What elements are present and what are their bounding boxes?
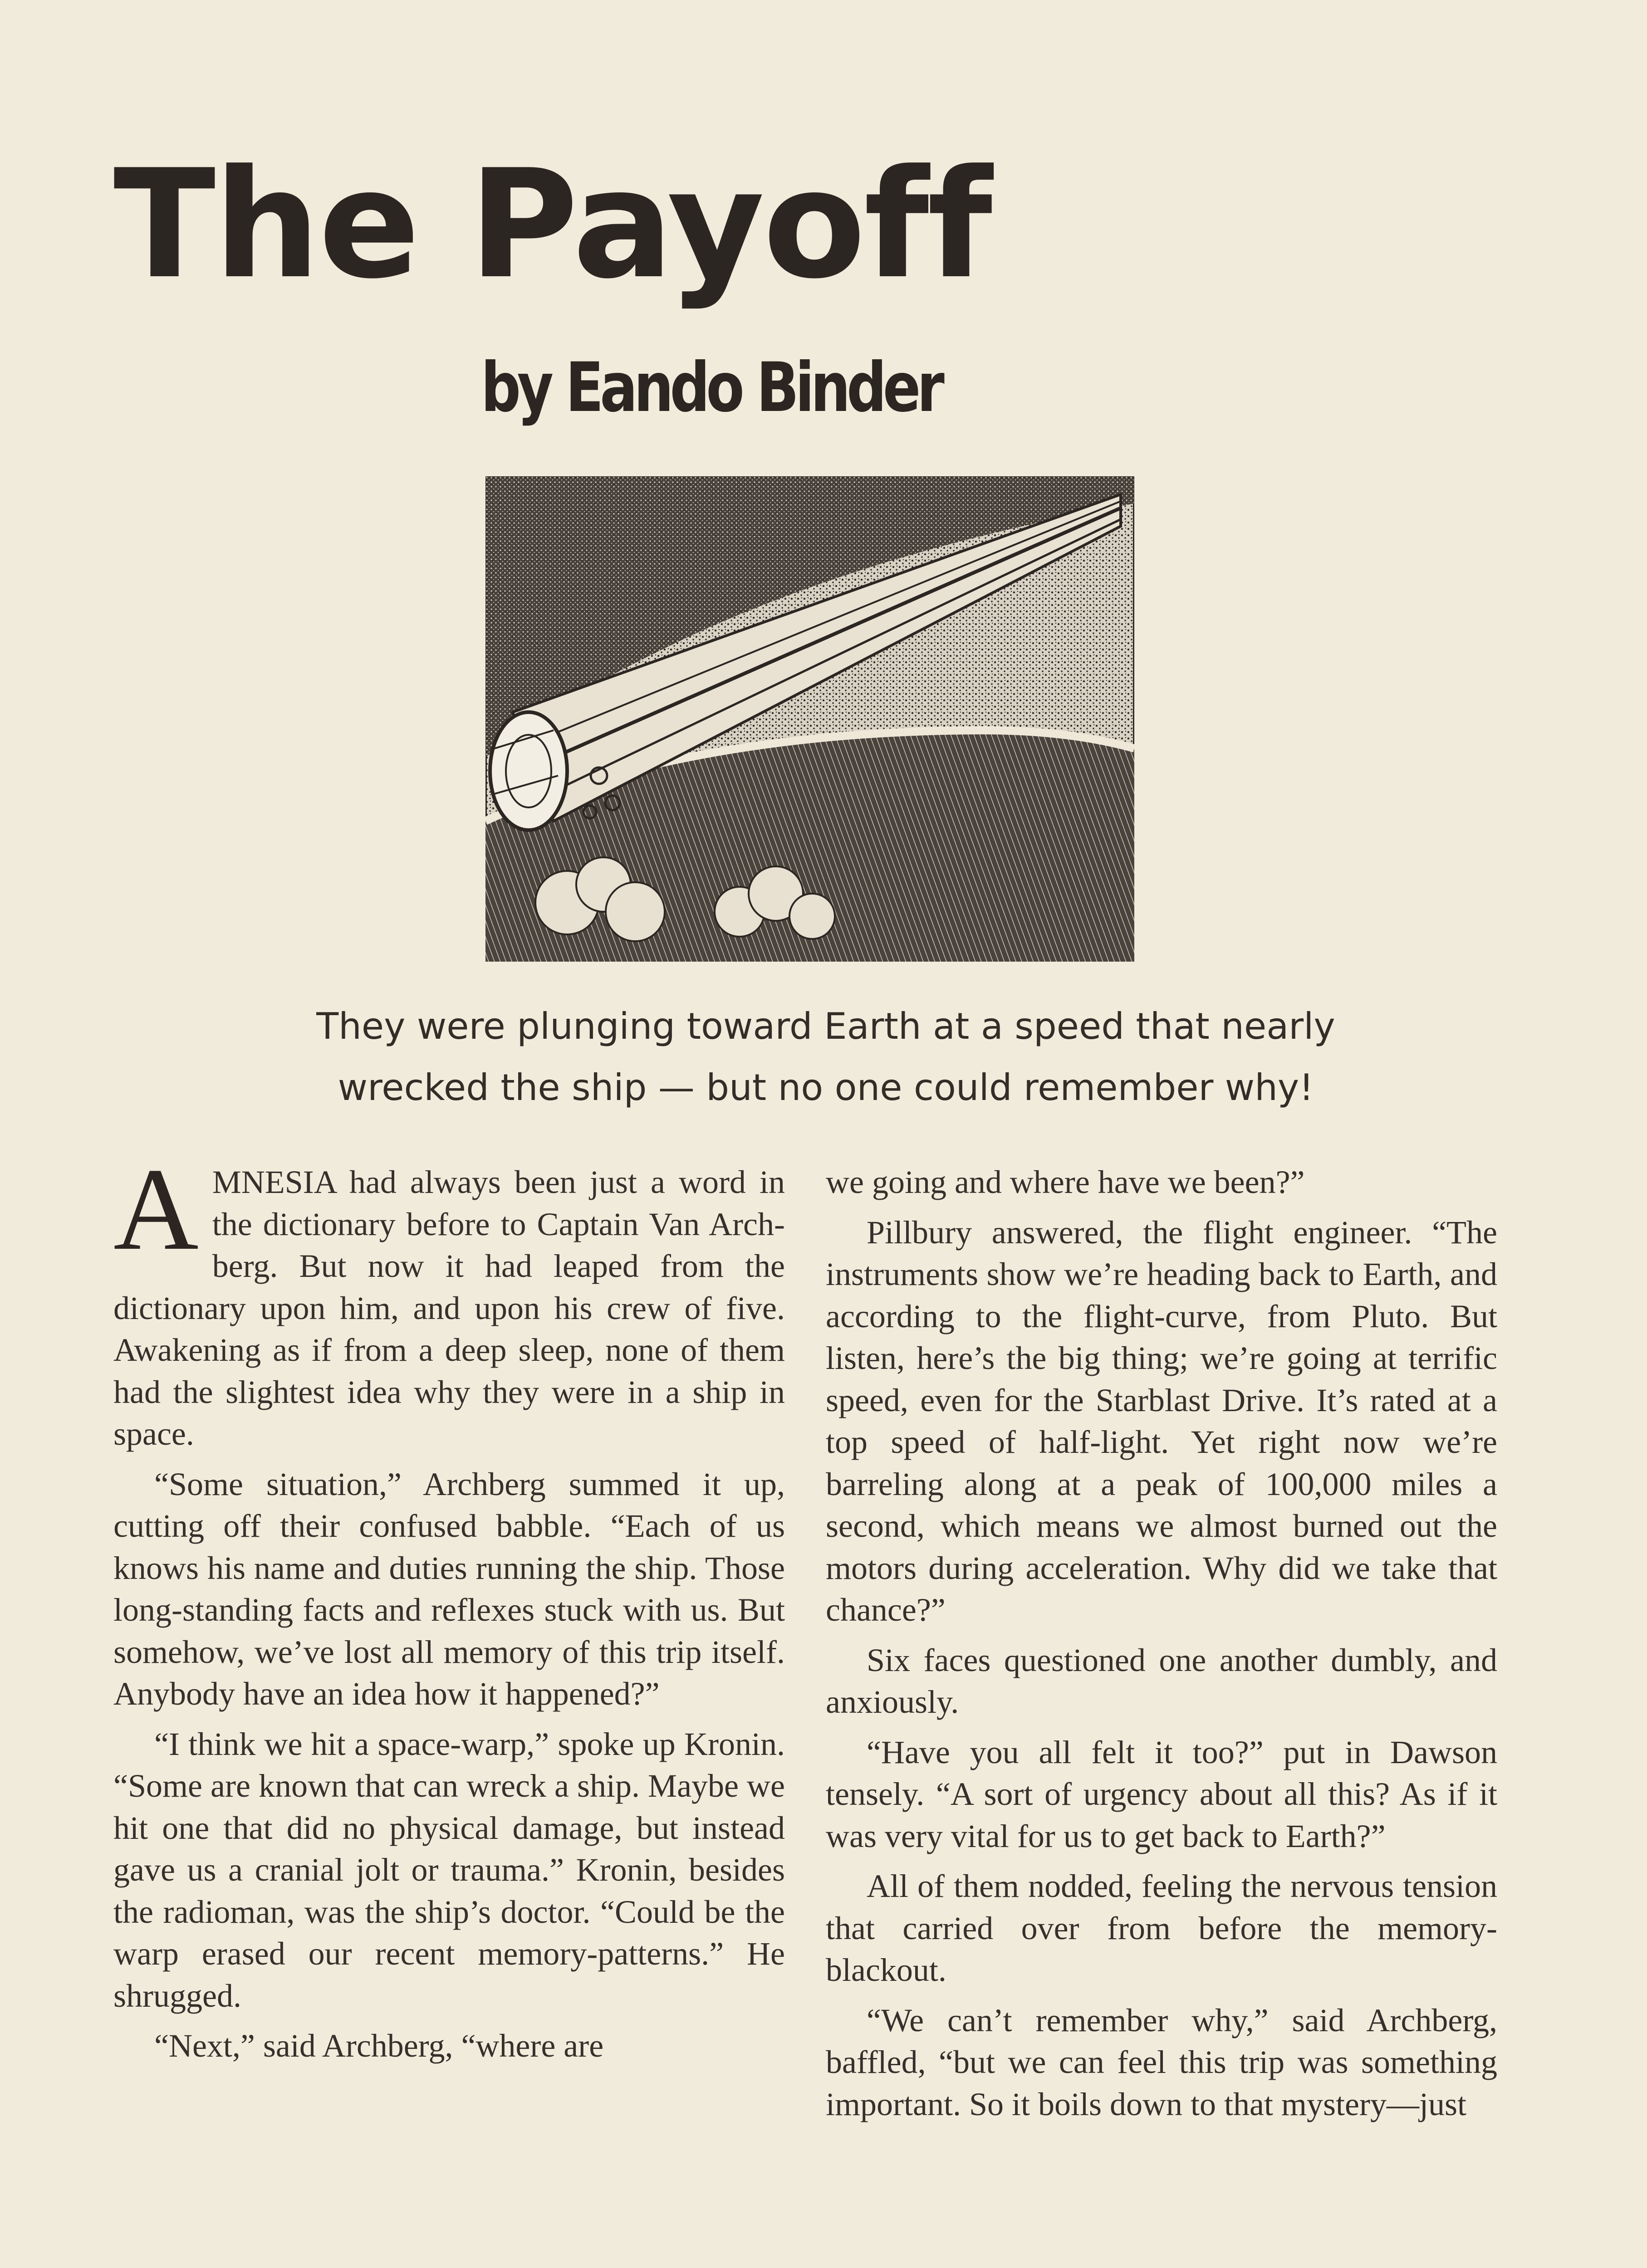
paragraph: All of them nodded, feeling the nervous tension that carried over from before the memory-blackout. <box>826 1868 1497 1988</box>
paragraph: “Have you all felt it too?” put in Dawson tensely. “A sort of urgency about all this? As if it was very vital for us to get back to Earth?” <box>826 1734 1497 1854</box>
right-text-column <box>826 1161 1497 2133</box>
paragraph: Six faces questioned one another dumbly, and anxiously. <box>826 1642 1497 1720</box>
deck-line-1: They were plunging toward Earth at a speed that nearly <box>316 1005 1335 1047</box>
paragraph: Pillbury answered, the flight engineer. “The instruments show we’re heading back to Earth, and according to the flight-curve, from Pluto. But listen, here’s the big thing; we’re going at terrific speed, even for the Starblast Drive. It’s rated at a top speed of half-light. Yet right now we’re barreling along at a peak of 100,000 miles a second, which means we almost burned out the motors during acceleration. Why did we take that chance?” <box>826 1214 1497 1628</box>
drop-cap: A <box>113 1144 199 1275</box>
deck-line-2: wrecked the ship — but no one could remember why! <box>338 1066 1314 1109</box>
paragraph: we going and where have we been?” <box>826 1164 1305 1200</box>
story-deck <box>191 996 1461 1118</box>
paragraph: “We can’t remember why,” said Archberg, baffled, “but we can feel this trip was something important. So it boils down to that mystery—just <box>826 2002 1497 2122</box>
author-byline: by Eando Binder <box>481 348 941 427</box>
paragraph-text: MNESIA had always been just a word in the dictionary before to Captain Van Archberg. But now it had leaped from the dictionary upon him, and upon his crew of five. Awakening as if from a deep sleep, none of them had the slightest idea why they were in a ship in space. <box>113 1164 785 1452</box>
left-text-column <box>113 1144 785 2075</box>
paragraph: “Next,” said Archberg, “where are <box>154 2028 604 2064</box>
paragraph: “I think we hit a space-warp,” spoke up Kronin. “Some are known that can wreck a ship. Maybe we hit one that did no physical damage, but instead gave us a cranial jolt or trauma.” Kronin, besides the radioman, was the ship’s doctor. “Could be the warp erased our recent memory-patterns.” He shrugged. <box>113 1725 785 2014</box>
paragraph <box>113 1144 785 1455</box>
story-title: The Payoff <box>113 137 991 312</box>
paragraph: “Some situation,” Archberg summed it up, cutting off their confused babble. “Each of us knows his name and duties running the ship. Those long-standing facts and reflexes stuck with us. But somehow, we’ve lost all memory of this trip itself. Anybody have an idea how it happened?” <box>113 1466 785 1712</box>
rocket-ship-over-earth-illustration <box>485 476 1134 962</box>
